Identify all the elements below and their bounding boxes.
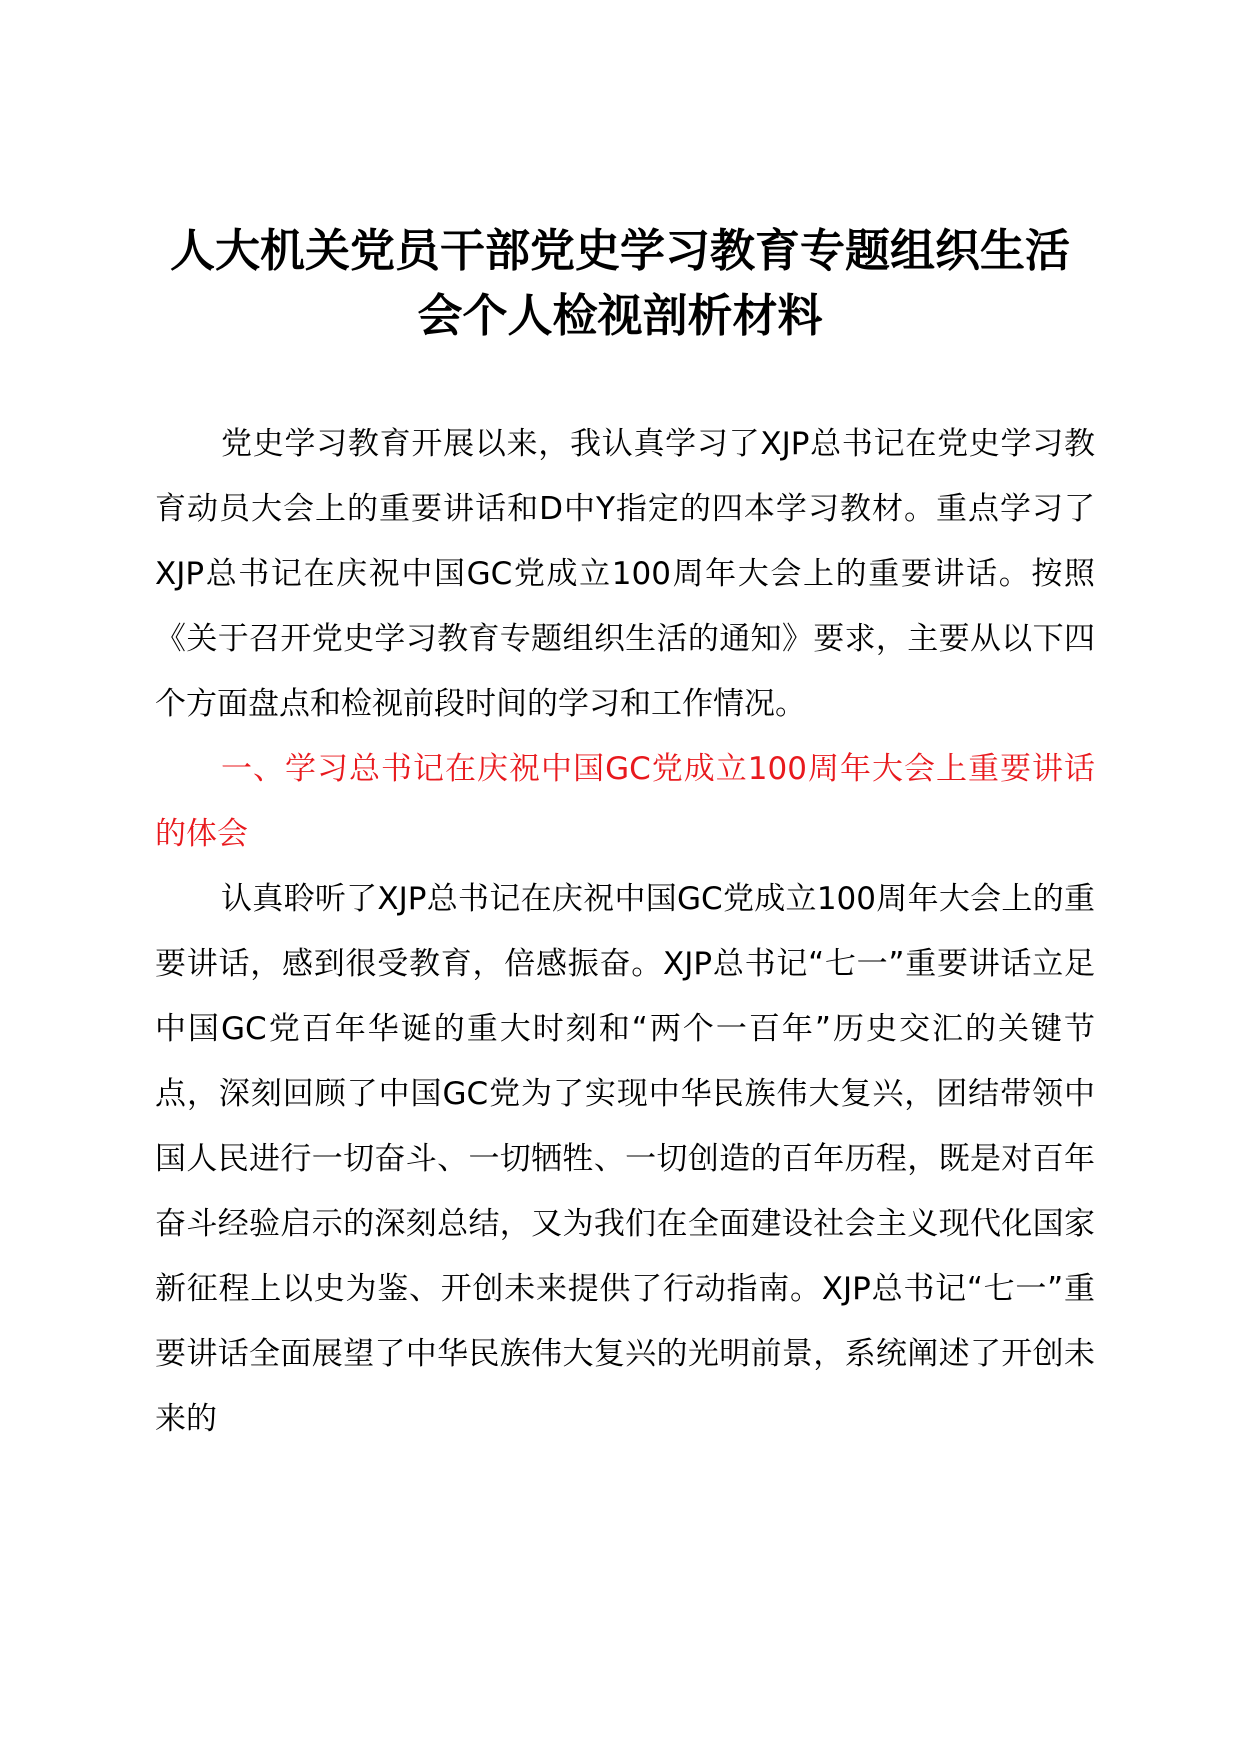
section-1-heading: 一、学习总书记在庆祝中国GC党成立100周年大会上重要讲话的体会 (155, 751, 1095, 852)
section-1-paragraph: 认真聆听了XJP总书记在庆祝中国GC党成立100周年大会上的重要讲话，感到很受教育，倍感振奋。XJP总书记“七一”重要讲话立足中国GC党百年华诞的重大时刻和“两个一百年”历史交汇的关键节点，深刻回顾了中国GC党为了实现中华民族伟大复兴，团结带领中国人民进行一切奋斗、一切牺牲、一切创造的百年历程，既是对百年奋斗经验启示的深刻总结，又为我们在全面建设社会主义现代化国家新征程上以史为鉴、开创未来提供了行动指南。XJP总书记“七一”重要讲话全面展望了中华民族伟大复兴的光明前景，系统阐述了开创未来的 (155, 881, 1095, 1437)
document-body (155, 412, 1095, 1452)
document-title: 人大机关党员干部党史学习教育专题组织生活会个人检视剖析材料 (169, 224, 1070, 342)
intro-paragraph: 党史学习教育开展以来，我认真学习了XJP总书记在党史学习教育动员大会上的重要讲话和D中Y指定的四本学习教材。重点学习了XJP总书记在庆祝中国GC党成立100周年大会上的重要讲话。按照《关于召开党史学习教育专题组织生活的通知》要求，主要从以下四个方面盘点和检视前段时间的学习和工作情况。 (155, 426, 1095, 722)
